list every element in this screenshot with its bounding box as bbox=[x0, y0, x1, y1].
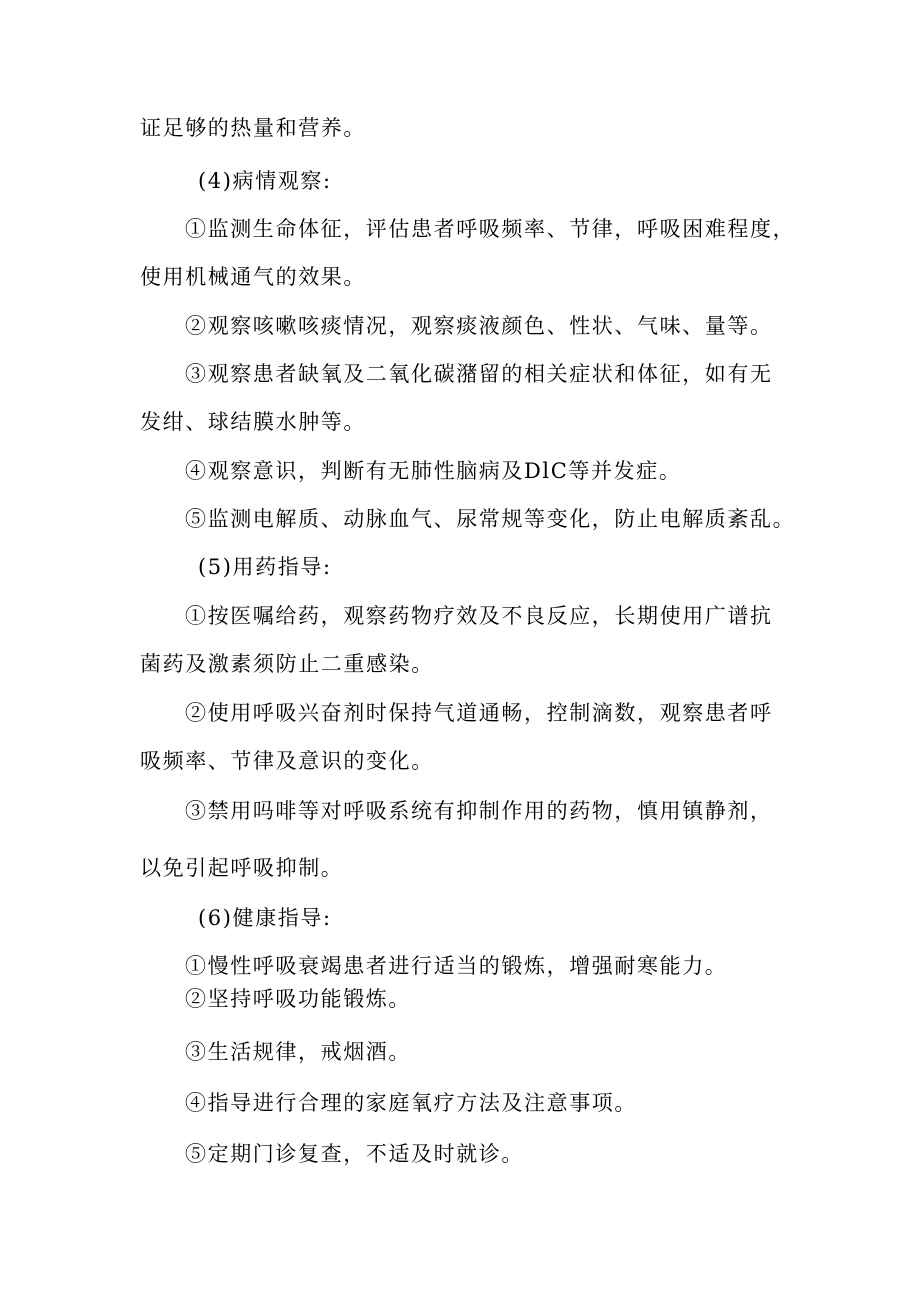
medication-item-1-continued: 菌药及激素须防止二重感染。 bbox=[140, 652, 434, 676]
observation-item-4: ④观察意识，判断有无肺性脑病及DlC等并发症。 bbox=[185, 459, 682, 483]
observation-item-1-continued: 使用机械通气的效果。 bbox=[140, 265, 366, 289]
health-item-2: ②坚持呼吸功能锻炼。 bbox=[185, 987, 411, 1011]
observation-item-1: ①监测生命体征，评估患者呼吸频率、节律，呼吸困难程度， bbox=[185, 217, 796, 241]
medication-item-3-continued: 以免引起呼吸抑制。 bbox=[140, 856, 344, 880]
observation-item-3-continued: 发绀、球结膜水肿等。 bbox=[140, 410, 366, 434]
section-heading-condition-observation: (4)病情观察: bbox=[198, 169, 332, 193]
section-heading-medication-guidance: (5)用药指导: bbox=[198, 555, 332, 579]
health-item-3: ③生活规律，戒烟酒。 bbox=[185, 1040, 411, 1064]
medication-item-2: ②使用呼吸兴奋剂时保持气道通畅，控制滴数，观察患者呼 bbox=[185, 701, 773, 725]
observation-item-5: ⑤监测电解质、动脉血气、尿常规等变化，防止电解质紊乱。 bbox=[185, 507, 796, 531]
observation-item-2: ②观察咳嗽咳痰情况，观察痰液颜色、性状、气味、量等。 bbox=[185, 314, 773, 338]
medication-item-2-continued: 吸频率、节律及意识的变化。 bbox=[140, 749, 434, 773]
observation-item-3: ③观察患者缺氧及二氧化碳潴留的相关症状和体征，如有无 bbox=[185, 362, 773, 386]
medication-item-3: ③禁用吗啡等对呼吸系统有抑制作用的药物，慎用镇静剂， bbox=[185, 799, 773, 823]
section-heading-health-guidance: (6)健康指导: bbox=[198, 906, 332, 930]
health-item-1: ①慢性呼吸衰竭患者进行适当的锻炼，增强耐寒能力。 bbox=[185, 954, 728, 978]
health-item-4: ④指导进行合理的家庭氧疗方法及注意事项。 bbox=[185, 1091, 637, 1115]
medication-item-1: ①按医嘱给药，观察药物疗效及不良反应，长期使用广谱抗 bbox=[185, 604, 773, 628]
paragraph-continuation-nutrition: 证足够的热量和营养。 bbox=[140, 116, 366, 140]
health-item-5: ⑤定期门诊复查，不适及时就诊。 bbox=[185, 1142, 524, 1166]
